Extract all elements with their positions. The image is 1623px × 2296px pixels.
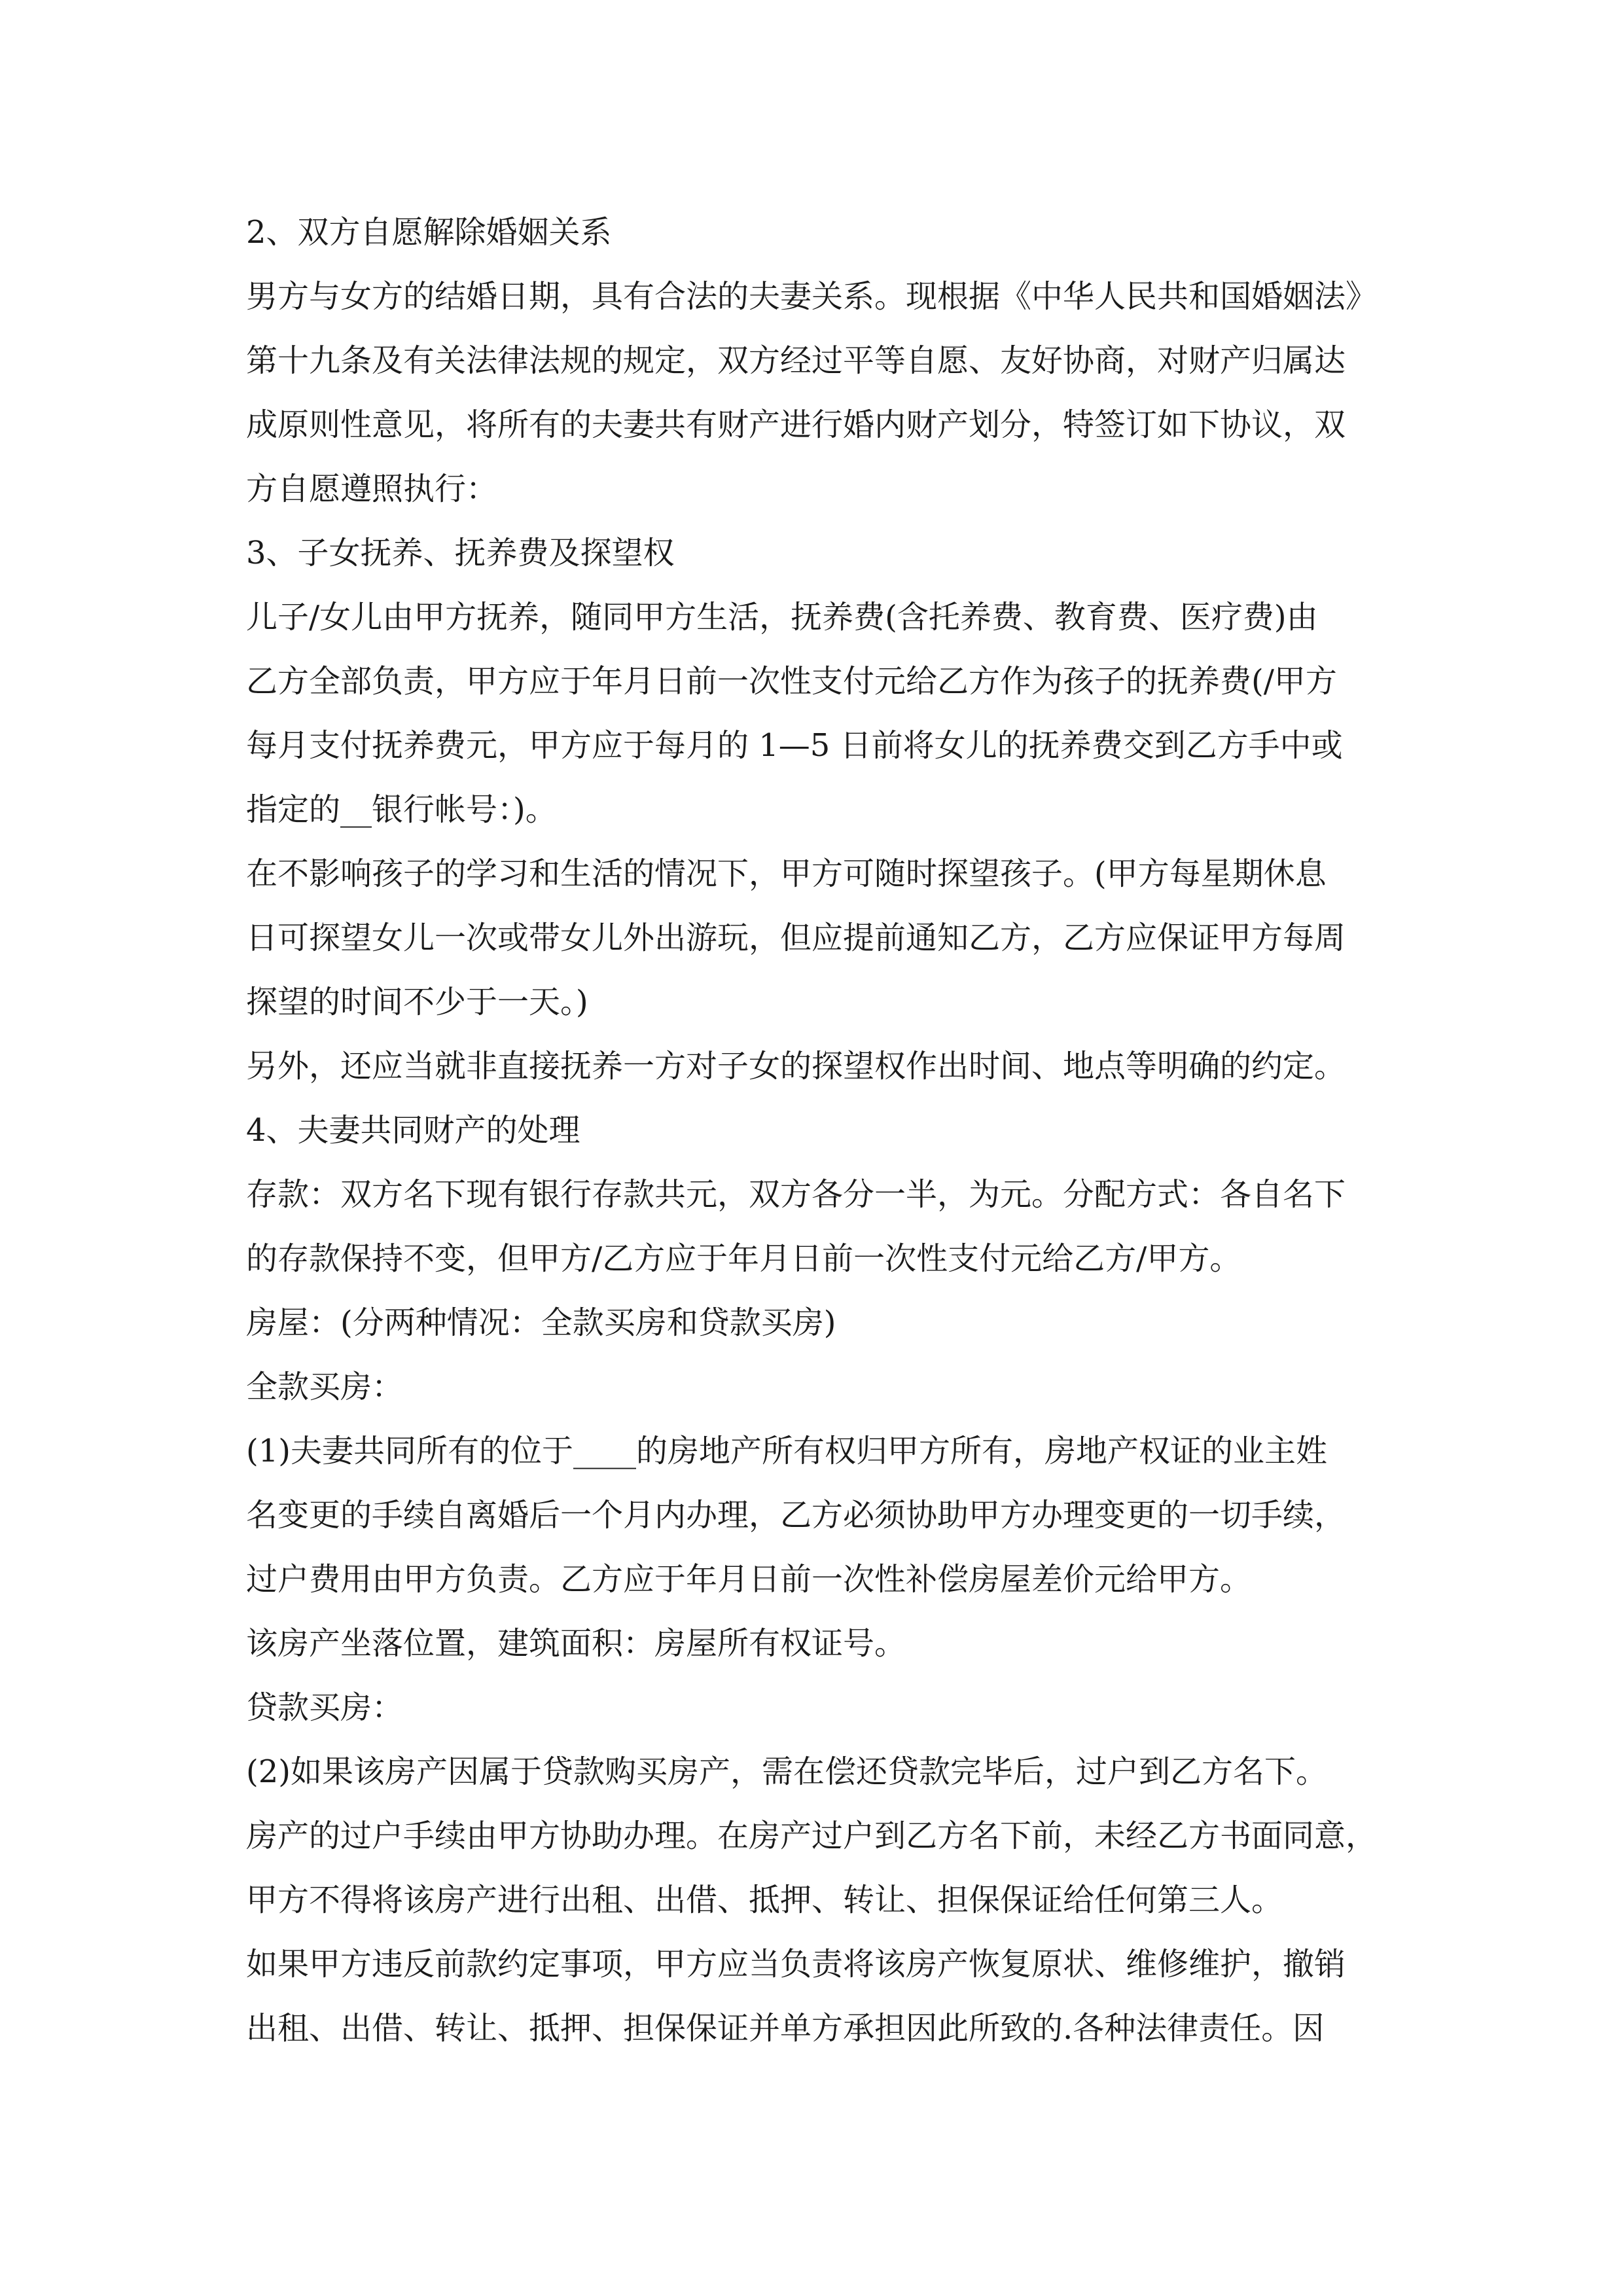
text-line: 出租、出借、转让、抵押、担保保证并单方承担因此所致的.各种法律责任。因 — [246, 2010, 1325, 2047]
text-line: (1)夫妻共同所有的位于____的房地产所有权归甲方所有，房地产权证的业主姓 — [246, 1433, 1327, 1469]
text-line: 方自愿遵照执行： — [246, 471, 498, 507]
section-heading-4: 4、夫妻共同财产的处理 — [246, 1112, 580, 1149]
text-line: 乙方全部负责，甲方应于年月日前一次性支付元给乙方作为孩子的抚养费(/甲方 — [246, 663, 1337, 700]
text-line: 日可探望女儿一次或带女儿外出游玩，但应提前通知乙方，乙方应保证甲方每周 — [246, 920, 1346, 956]
text-line: 男方与女方的结婚日期，具有合法的夫妻关系。现根据《中华人民共和国婚姻法》 — [246, 278, 1378, 315]
text-line: 在不影响孩子的学习和生活的情况下，甲方可随时探望孩子。(甲方每星期休息 — [246, 855, 1327, 892]
text-line: 成原则性意见，将所有的夫妻共有财产进行婚内财产划分，特签订如下协议，双 — [246, 406, 1346, 443]
text-line: 第十九条及有关法律法规的规定，双方经过平等自愿、友好协商，对财产归属达 — [246, 342, 1346, 379]
text-line: 的存款保持不变，但甲方/乙方应于年月日前一次性支付元给乙方/甲方。 — [246, 1240, 1241, 1277]
text-line: 甲方不得将该房产进行出租、出借、抵押、转让、担保保证给任何第三人。 — [246, 1882, 1283, 1918]
section-heading-2: 2、双方自愿解除婚姻关系 — [246, 214, 612, 251]
text-line: 过户费用由甲方负责。乙方应于年月日前一次性补偿房屋差价元给甲方。 — [246, 1561, 1252, 1598]
subheading-loan-payment: 贷款买房： — [246, 1689, 404, 1726]
text-line: 指定的__银行帐号：)。 — [246, 791, 557, 828]
section-heading-3: 3、子女抚养、抚养费及探望权 — [246, 535, 675, 571]
text-line: 每月支付抚养费元，甲方应于每月的 1—5 日前将女儿的抚养费交到乙方手中或 — [246, 727, 1343, 764]
text-line: 房产的过户手续由甲方协助办理。在房产过户到乙方名下前，未经乙方书面同意， — [246, 1818, 1378, 1854]
text-line: 儿子/女儿由甲方抚养，随同甲方生活，抚养费(含托养费、教育费、医疗费)由 — [246, 599, 1318, 636]
text-line: 如果甲方违反前款约定事项，甲方应当负责将该房产恢复原状、维修维护，撤销 — [246, 1946, 1346, 1982]
subheading-full-payment: 全款买房： — [246, 1369, 404, 1405]
text-line: (2)如果该房产因属于贷款购买房产，需在偿还贷款完毕后，过户到乙方名下。 — [246, 1753, 1327, 1790]
text-line: 名变更的手续自离婚后一个月内办理，乙方必须协助甲方办理变更的一切手续， — [246, 1497, 1346, 1534]
text-line: 房屋：(分两种情况：全款买房和贷款买房) — [246, 1304, 836, 1341]
text-line: 另外，还应当就非直接抚养一方对子女的探望权作出时间、地点等明确的约定。 — [246, 1048, 1346, 1085]
text-line: 该房产坐落位置，建筑面积：房屋所有权证号。 — [246, 1625, 906, 1662]
text-line: 探望的时间不少于一天。) — [246, 984, 588, 1020]
text-line: 存款：双方名下现有银行存款共元，双方各分一半，为元。分配方式：各自名下 — [246, 1176, 1346, 1213]
document-body — [246, 200, 1385, 2060]
